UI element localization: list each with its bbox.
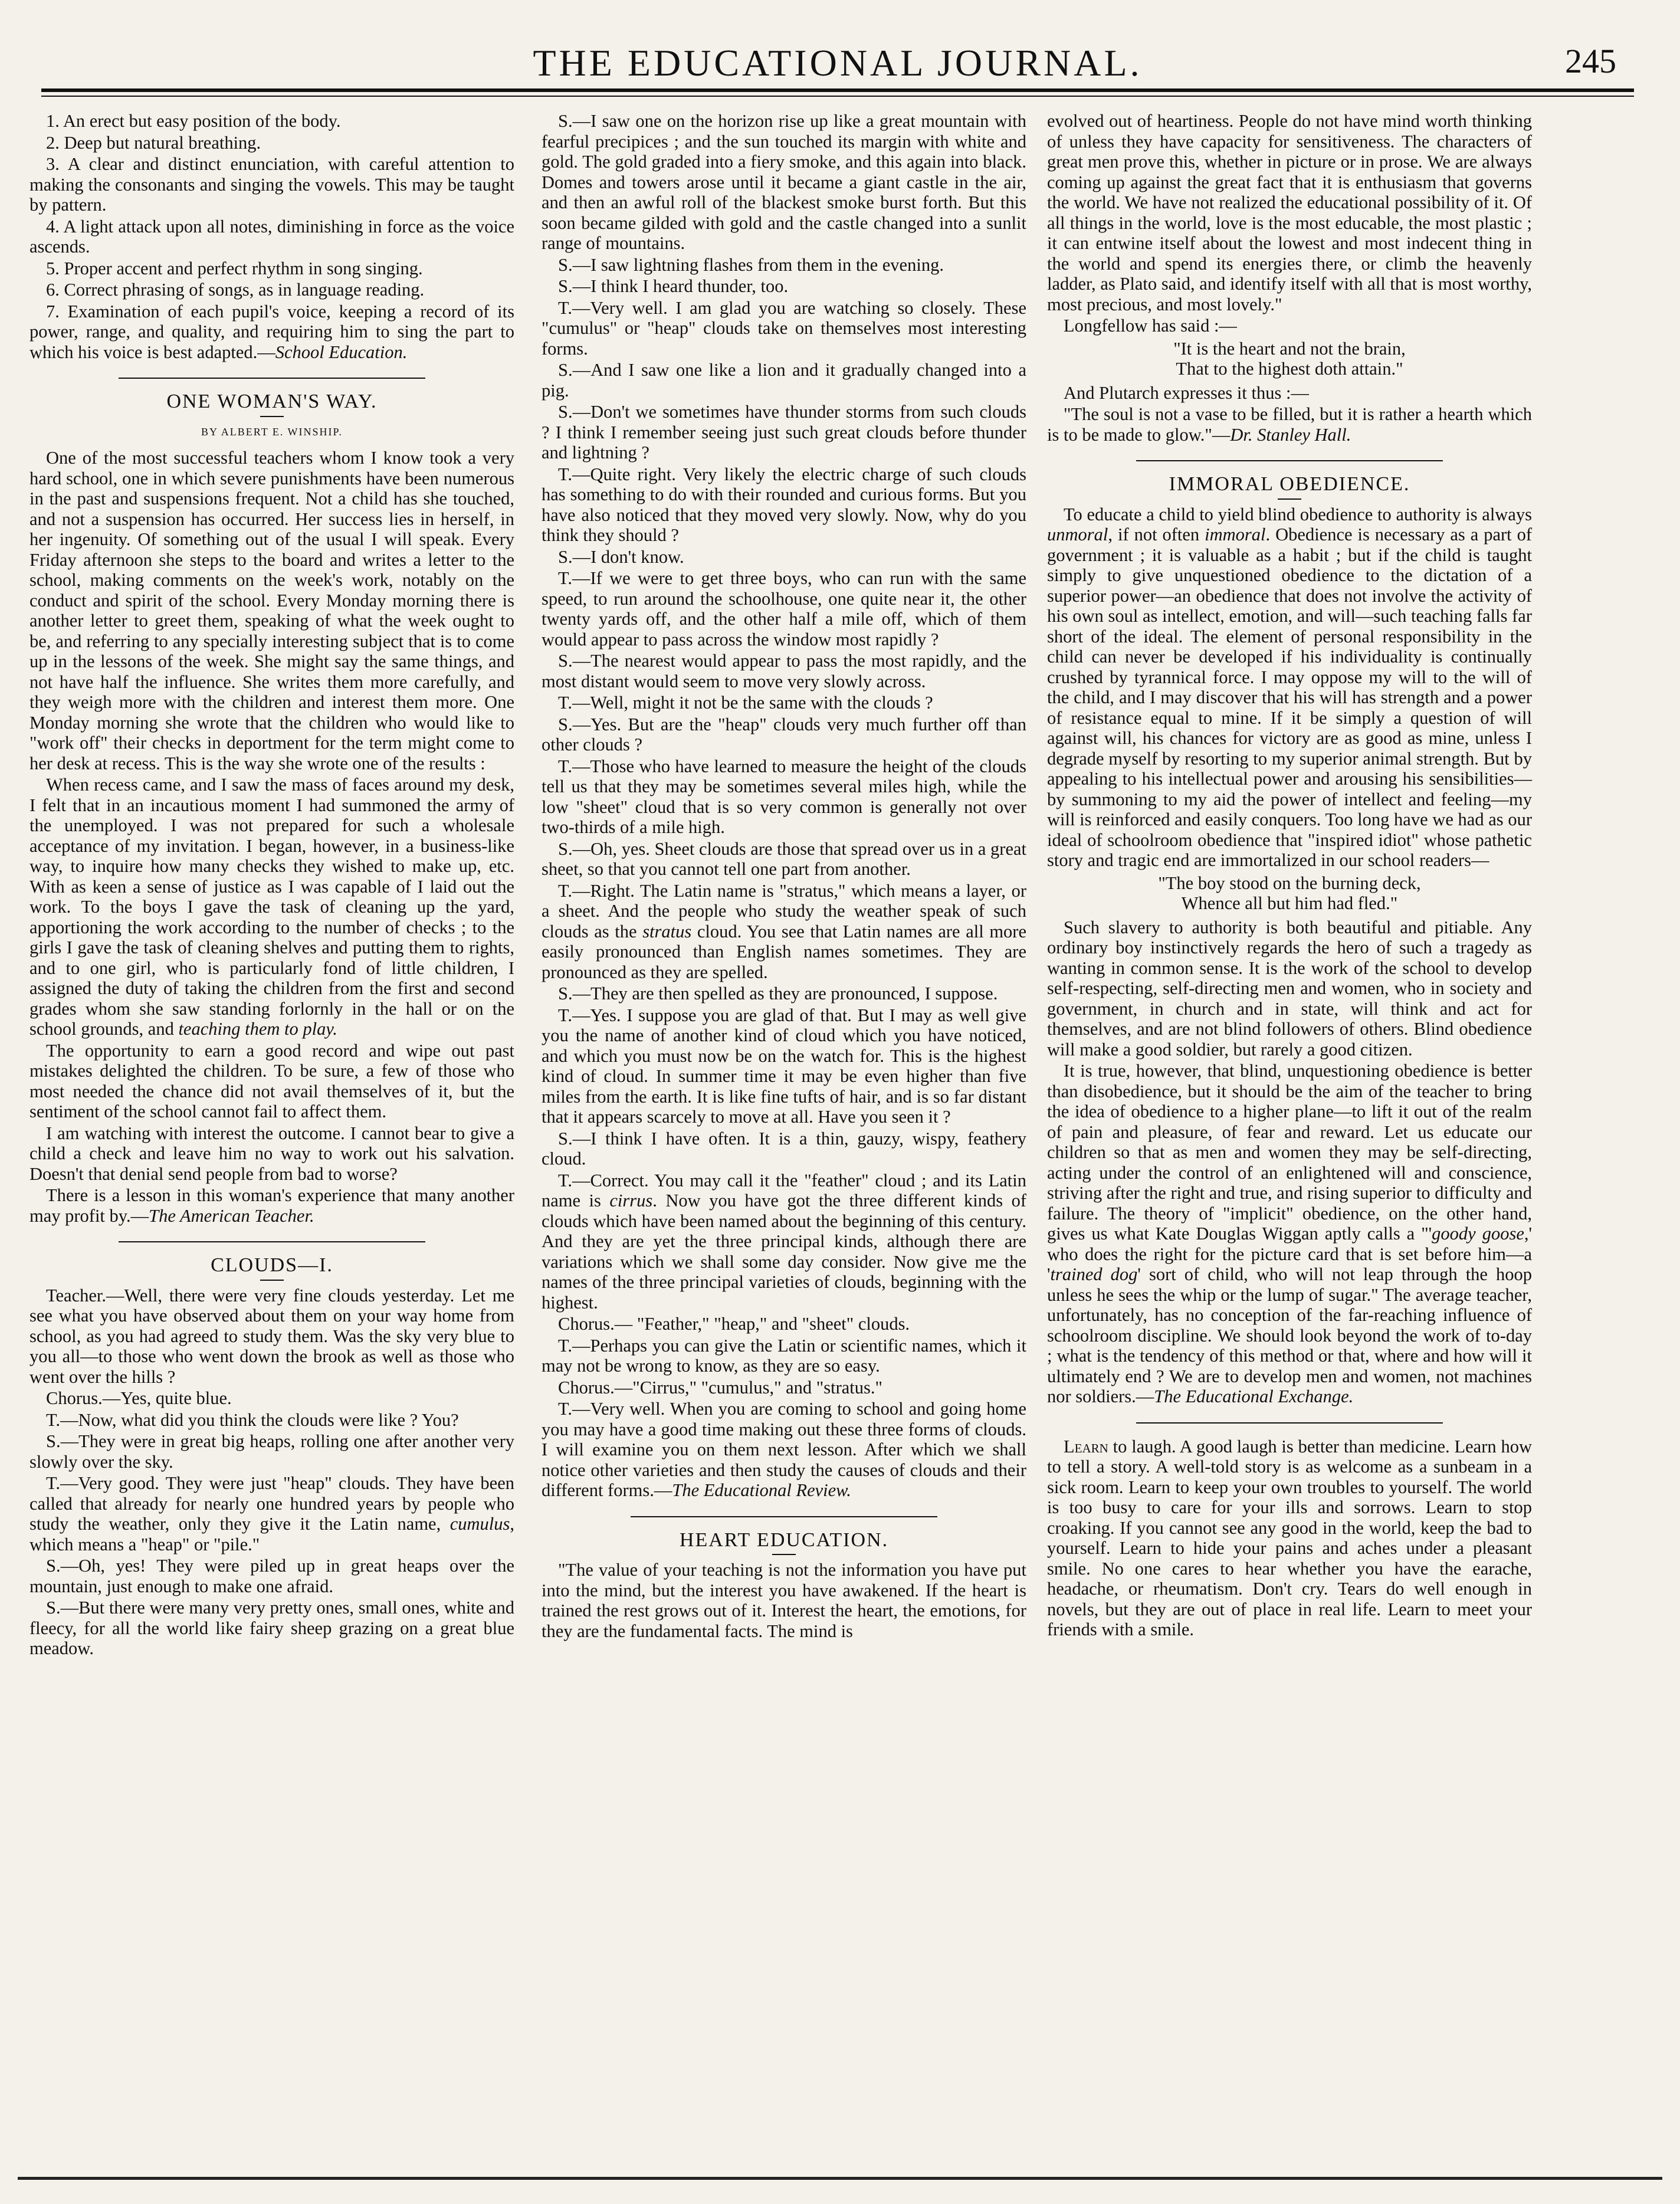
paragraph: And Plutarch expresses it thus :— <box>1064 382 1309 403</box>
title-rule <box>260 1280 284 1281</box>
header-rule-thin <box>41 96 1634 97</box>
source-citation: The Educational Review. <box>672 1480 851 1500</box>
poem-line: "The boy stood on the burning deck, <box>1158 873 1421 893</box>
paragraph-text: T.—Very well. When you are coming to school and going home you may have a good time making out these three forms of clouds. I will examine you on them next lesson. After which we shall notice other varieties and then study the causes of clouds and their different forms.— <box>542 1399 1026 1500</box>
paragraph-text: . Now you have got the three different kinds of clouds which have been named about the beginning of this century. And they are yet the three principal kinds, although there are variations which we shall some day consider. Now give me the names of the three principal varieties of clouds, beginning with the highest. <box>542 1190 1026 1313</box>
title-rule <box>1278 498 1301 500</box>
paragraph: evolved out of heartiness. People do not have mind worth thinking of unless they have capacity for sensitiveness. The characters of great men prove this, whether in picture or in prose. We are always coming up against the great fact that it is enthusiasm that governs the world. We have not realized the educational possibility of it. Of all things in the world, love is the most educable, the most plastic ; it can entwine itself about the lowest and most indecent thing in the world and spend its energies there, or climb the heavenly ladder, as Plato said, and identify itself with all that is most worthy, most precious, and most lovely." <box>1047 111 1532 314</box>
italic-text: cirrus <box>609 1190 653 1211</box>
header-rule <box>41 88 1634 92</box>
paragraph: S.—I don't know. <box>558 546 684 567</box>
paragraph: T.—Yes. I suppose you are glad of that. But I may as well give you the name of another kind of cloud which you have noticed, and which you must now be on the watch for. This is the highest kind of cloud. In summer time it may be even higher than five miles from the earth. It is like fine tufts of hair, and is so far distant that it appears scarcely to move at all. Have you seen it ? <box>542 1005 1026 1127</box>
paragraph: T.—Well, might it not be the same with the clouds ? <box>558 693 933 713</box>
list-item-text: 7. Examination of each pupil's voice, keeping a record of its power, range, and quality, and requiring him to sing the part to which his voice is best adapted.— <box>29 301 514 362</box>
list-item <box>29 301 514 363</box>
byline: BY ALBERT E. WINSHIP. <box>201 425 343 438</box>
paragraph: Chorus.—Yes, quite blue. <box>46 1388 232 1408</box>
paragraph: One of the most successful teachers whom I know took a very hard school, one in which severe punishments have been numerous in the past and suspensions frequent. Not a child has she touched, and not a suspension has occurred. Her success lies in herself, in her ingenuity. Of something out of the usual I will speak. Every Friday afternoon she steps to the board and writes a letter to the school, making comments on the week's work, notably on the conduct and spirit of the school. Every Monday morning there is another letter to greet them, speaking of what the week ought to be, and referring to any specially interesting subject that is to come up in the lessons of the week. She might say the same things, and not have half the influence. She writes them more carefully, and they weigh more with the children and interest them more. One Monday morning she wrote that the children who would like to "work off" their checks in deportment for the term might come to her desk at recess. This is the way she wrote one of the results : <box>29 448 514 773</box>
italic-text: immoral <box>1205 524 1266 545</box>
paragraph: T.—Now, what did you think the clouds were like ? You? <box>46 1409 459 1430</box>
paragraph <box>1047 1061 1532 1407</box>
paragraph-text: To educate a child to yield blind obedience to authority is always <box>1064 504 1532 524</box>
paragraph <box>29 1473 514 1554</box>
paragraph: The opportunity to earn a good record and wipe out past mistakes delighted the children. To be sure, a few of those who most needed the chance did not avail themselves of it, but the sentiment of the school cannot fail to affect them. <box>29 1040 514 1121</box>
paragraph: Chorus.— "Feather," "heap," and "sheet" clouds. <box>558 1314 910 1334</box>
paragraph-text: There is a lesson in this woman's experience that many another may profit by.— <box>29 1185 514 1226</box>
singing-list <box>29 111 514 362</box>
paragraph: S.—I saw lightning flashes from them in the evening. <box>558 254 944 275</box>
paragraph: Such slavery to authority is both beautiful and pitiable. Any ordinary boy instinctively regards the hero of such a tragedy as wanting in common sense. It is the work of the school to develop self-respecting, self-directing men and women, who in society and government, in church and in state, will think and act for themselves, and are not blind followers of others. Blind obedience will make a good soldier, but rarely a good citizen. <box>1047 917 1532 1060</box>
list-item: 5. Proper accent and perfect rhythm in song singing. <box>46 258 423 278</box>
paragraph: S.—They are then spelled as they are pronounced, I suppose. <box>558 983 998 1003</box>
list-item: 3. A clear and distinct enunciation, with careful attention to making the consonants and singing the vowels. This may be taught by pattern. <box>29 154 514 215</box>
journal-title: THE EDUCATIONAL JOURNAL. <box>533 42 1143 84</box>
title-rule <box>260 416 284 417</box>
paragraph-text: cloud. You see that Latin names are all more easily pronounced than English names sometimes. They are pronounced as they are spelled. <box>542 921 1026 982</box>
paragraph-text: When recess came, and I saw the mass of faces around my desk, I felt that in an incautious moment I had summoned the army of the unemployed. I was not prepared for such a wholesale acceptance of my invitation. I began, however, in a business-like way, to inquire how many checks they wished to make up, etc. With as keen a sense of justice as I was capable of I laid out the work. To the boys I gave the task of cleaning up the yard, apportioning the work according to the number of checks ; to the girls I gave the task of cleaning shelves and putting them to rights, and to one girl, who is particularly fond of little children, I assigned the duty of taking the children from the first and second grades whom she saw standing forlornly in the hall or on the school grounds, and <box>29 775 514 1039</box>
source-citation: Dr. Stanley Hall. <box>1230 424 1351 445</box>
paragraph <box>1047 404 1532 445</box>
list-item: 1. An erect but easy position of the body. <box>46 111 341 131</box>
paragraph-text: "The soul is not a vase to be filled, but it is rather a hearth which is to be made to glow."— <box>1047 404 1532 445</box>
paragraph-text: , if not often <box>1108 524 1205 545</box>
poem-line: That to the highest doth attain." <box>1176 359 1403 379</box>
paragraph <box>542 881 1026 983</box>
source-citation: The American Teacher. <box>149 1205 314 1226</box>
paragraph: S.—But there were many very pretty ones, small ones, white and fleecy, for all the world like fairy sheep grazing on a great blue meadow. <box>29 1598 514 1658</box>
paragraph: S.—I saw one on the horizon rise up like a great mountain with fearful precipices ; and the sun touched its margin with white and gold. The gold graded into a fiery smoke, and this again into black. Domes and towers arose until it became a giant castle in the air, and then an awful roll of the blackest smoke burst forth. But this soon became gilded with gold and the castle changed into a sunlit range of mountains. <box>542 111 1026 253</box>
source-citation: The Educational Exchange. <box>1154 1386 1354 1406</box>
paragraph-learn-to-laugh <box>1047 1436 1532 1640</box>
article-title-clouds: CLOUDS—I. <box>211 1254 333 1276</box>
paragraph <box>29 1185 514 1226</box>
column-1 <box>29 111 514 1660</box>
paragraph-text: to laugh. A good laugh is better than medicine. Learn how to tell a story. A well-told story is as welcome as a sunbeam in a sick room. Learn to keep your own troubles to yourself. The world is too busy to care for your ills and sorrows. Learn to stop croaking. If you cannot see any good in the world, keep the bad to yourself. Learn to hide your pains and aches under a pleasant smile. No one cares to hear whether you have the earache, headache, or rheumatism. Don't cry. Tears do well enough in novels, but they are out of place in real life. Learn to meet your friends with a smile. <box>1047 1436 1532 1639</box>
lead-word: Learn <box>1064 1436 1108 1457</box>
column-3 <box>1047 111 1532 1641</box>
italic-text: stratus <box>642 921 692 942</box>
paragraph-text: ,' who does the right for the picture card that is set before him—a ' <box>1047 1224 1532 1284</box>
list-item: 6. Correct phrasing of songs, as in language reading. <box>46 280 425 300</box>
paragraph-text: ' sort of child, who will not leap through the hoop unless he sees the whip or the lump of sugar." The average teacher, unfortunately, has no conception of the far-reaching influence of schoolroom discipline. We should look beyond the work of to-day ; what is the tendency of this method or that, where and how will it ultimately end ? We are to develop men and women, not machines nor soldiers.— <box>1047 1264 1532 1406</box>
section-divider <box>119 378 425 379</box>
paragraph: T.—Very well. I am glad you are watching so closely. These "cumulus" or "heap" clouds take on themselves most interesting forms. <box>542 297 1026 359</box>
poem-quote <box>1047 873 1532 914</box>
paragraph: T.—Perhaps you can give the Latin or scientific names, which it may not be wrong to know, as they are so easy. <box>542 1335 1026 1376</box>
italic-text: cumulus <box>449 1514 510 1534</box>
paragraph: S.—The nearest would appear to pass the most rapidly, and the most distant would seem to move very slowly across. <box>542 651 1026 691</box>
article-title-one-womans-way: ONE WOMAN'S WAY. <box>166 391 378 412</box>
paragraph: Teacher.—Well, there were very fine clouds yesterday. Let me see what you have observed about them on your way home from school, as you had agreed to study them. Was the sky very blue to you all—to those who went down the brook as well as those who went over the hills ? <box>29 1285 514 1387</box>
paragraph: I am watching with interest the outcome. I cannot bear to give a child a check and leave him no way to work out his salvation. Doesn't that denial send people from bad to worse? <box>29 1123 514 1184</box>
poem-quote <box>1047 339 1532 379</box>
title-rule <box>772 1554 796 1555</box>
section-divider <box>119 1241 425 1242</box>
paragraph-text: T.—Very good. They were just "heap" clouds. They have been called that already for nearly one hundred years by people who study the weather, only they give it the Latin name, <box>29 1473 514 1534</box>
paragraph: S.—Oh, yes! They were piled up in great heaps over the mountain, just enough to make one afraid. <box>29 1556 514 1596</box>
paragraph-text: , which means a "heap" or "pile." <box>29 1514 514 1554</box>
page-number: 245 <box>1565 42 1616 80</box>
paragraph <box>542 1170 1026 1313</box>
paragraph-text: It is true, however, that blind, unquestioning obedience is better than disobedience, but it should be the aim of the teacher to bring the idea of obedience to a higher plane—to lift it out of the realm of pain and pleasure, of fear and reward. Let us educate our children so that as men and women they may be self-directing, acting under the control of an enlightened will and conscience, striving after the right and true, and rising superior to difficulty and failure. The theory of "implicit" obedience, on the other hand, gives us what Kate Douglas Wiggan aptly calls a "' <box>1047 1061 1532 1244</box>
paragraph: S.—They were in great big heaps, rolling one after another very slowly over the sky. <box>29 1431 514 1472</box>
italic-text: goody goose <box>1432 1224 1524 1244</box>
paragraph <box>29 775 514 1039</box>
paragraph <box>1047 504 1532 871</box>
article-title-immoral-obedience: IMMORAL OBEDIENCE. <box>1169 473 1410 495</box>
paragraph: Longfellow has said :— <box>1064 316 1237 336</box>
paragraph: T.—Those who have learned to measure the height of the clouds tell us that they may be sometimes several miles high, while the low "sheet" cloud that is so very common is generally not over two-thirds of a mile high. <box>542 756 1026 837</box>
italic-text: teaching them to play. <box>178 1019 337 1039</box>
section-divider <box>631 1516 937 1517</box>
poem-line: "It is the heart and not the brain, <box>1173 338 1406 359</box>
paragraph-text: . Obedience is necessary as a part of government ; it is valuable as a habit ; but if the child is taught simply to give unquestioned obedience to the dictation of a superior power—an obedience that does not involve the activity of his own soul as intellect, emotion, and will—such teaching falls far short of the ideal. The element of personal responsibility in the child can never be developed if his individuality is continually crushed by tyrannical force. I may oppose my will to the will of the child, and I may discover that his will has strength and a power of resistance equal to mine. If it be simply a question of will against will, his chances for victory are as good as mine, unless I degrade myself by resorting to my superior animal strength. But by appealing to his intellectual power and arousing his sensibilities—by summoning to my aid the power of intellect and feeling—my will is reinforced and easily conquers. Too long have we had as our ideal of schoolroom obedience that "inspired idiot" whose pathetic story and tragic end are immortalized in our school readers— <box>1047 524 1532 870</box>
poem-line: Whence all but him had fled." <box>1181 893 1398 913</box>
paragraph: "The value of your teaching is not the information you have put into the mind, but the interest you have awakened. If the heart is trained the rest grows out of it. Interest the heart, the emotions, for they are the fundamental facts. The mind is <box>542 1560 1026 1641</box>
section-divider <box>1136 460 1443 461</box>
italic-text: trained dog <box>1050 1264 1138 1284</box>
paragraph-text: T.—Correct. You may call it the "feather" cloud ; and its Latin name is <box>542 1170 1026 1211</box>
paragraph: S.—I think I have often. It is a thin, gauzy, wispy, feathery cloud. <box>542 1128 1026 1169</box>
article-title-heart-education: HEART EDUCATION. <box>679 1529 889 1551</box>
bottom-rule <box>18 2177 1662 2180</box>
paragraph <box>542 1399 1026 1501</box>
column-2 <box>542 111 1026 1642</box>
paragraph: S.—And I saw one like a lion and it gradually changed into a pig. <box>542 360 1026 401</box>
paragraph: Chorus.—"Cirrus," "cumulus," and "stratus." <box>558 1377 882 1398</box>
paragraph: S.—Don't we sometimes have thunder storms from such clouds ? I think I remember seeing just such great clouds before thunder and lightning ? <box>542 402 1026 463</box>
source-citation: School Education. <box>275 342 408 362</box>
italic-text: unmoral <box>1047 524 1108 545</box>
list-item: 4. A light attack upon all notes, diminishing in force as the voice ascends. <box>29 216 514 257</box>
paragraph: T.—Quite right. Very likely the electric charge of such clouds has something to do with their rounded and curious forms. But you have also noticed that they moved very slowly. Now, why do you think they should ? <box>542 464 1026 545</box>
section-divider <box>1136 1422 1443 1424</box>
paragraph: S.—I think I heard thunder, too. <box>558 276 789 296</box>
paragraph-text: T.—Right. The Latin name is "stratus," which means a layer, or a sheet. And the people who study the weather speak of such clouds as the <box>542 880 1026 942</box>
paragraph: S.—Oh, yes. Sheet clouds are those that spread over us in a great sheet, so that you cannot tell one part from another. <box>542 838 1026 879</box>
paragraph: S.—Yes. But are the "heap" clouds very much further off than other clouds ? <box>542 714 1026 755</box>
paragraph: T.—If we were to get three boys, who can run with the same speed, to run around the schoolhouse, one quite near it, the other twenty yards off, and the other half a mile off, which of them would appear to pass across the window most rapidly ? <box>542 568 1026 650</box>
list-item: 2. Deep but natural breathing. <box>46 132 261 153</box>
